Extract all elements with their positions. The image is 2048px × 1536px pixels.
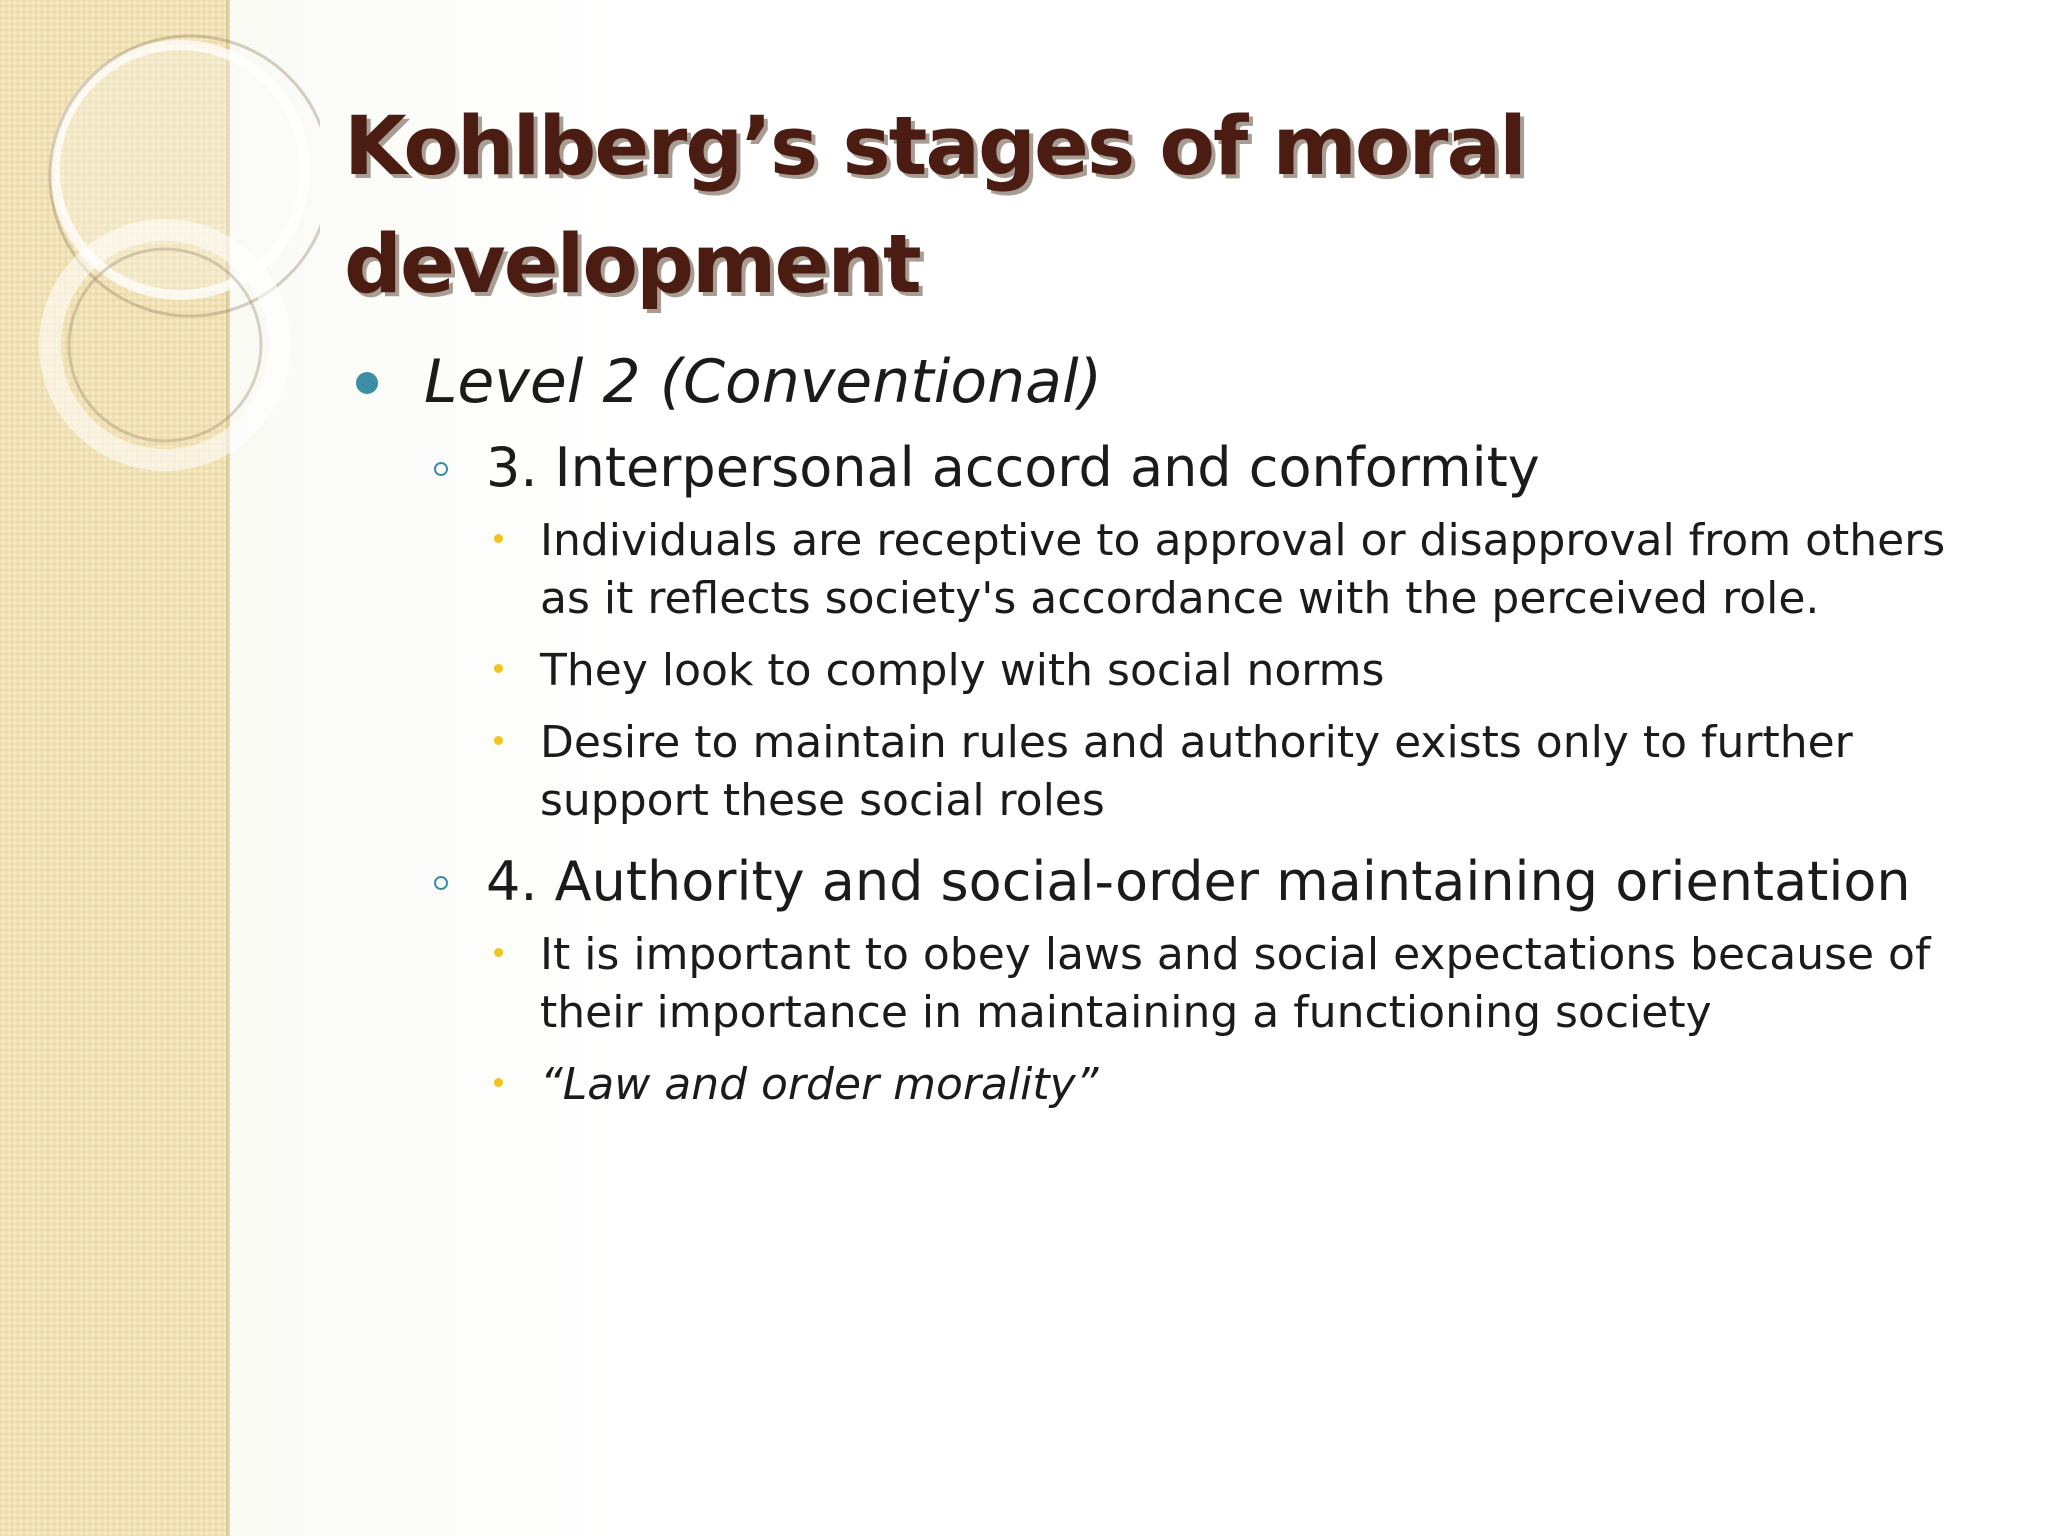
stage-point <box>352 714 1972 830</box>
yellow-dot-bullet-icon <box>494 664 503 673</box>
stage-label: 4. Authority and social-order maintaining orientation <box>486 850 1911 913</box>
stage-point-text: Desire to maintain rules and authority exists only to further support these social roles <box>540 717 1853 826</box>
stage-point <box>352 642 1972 700</box>
stage-point <box>352 1056 1972 1114</box>
slide-content <box>352 340 1972 1128</box>
decorative-rings <box>0 0 320 520</box>
stage-item <box>352 430 1972 506</box>
stage-label: 3. Interpersonal accord and conformity <box>486 436 1540 499</box>
yellow-dot-bullet-icon <box>494 534 503 543</box>
stage-point-text: They look to comply with social norms <box>540 645 1385 696</box>
stage-item <box>352 844 1972 920</box>
level-label: Level 2 (Conventional) <box>424 347 1103 417</box>
stage-point-text: It is important to obey laws and social expectations because of their importance in maintaining a functioning society <box>540 929 1931 1038</box>
yellow-dot-bullet-icon <box>494 1078 503 1087</box>
ring-bullet-icon <box>434 876 448 890</box>
slide-title: Kohlberg’s stages of moral development <box>344 100 1525 312</box>
stage-point-text: Individuals are receptive to approval or disapproval from others as it reflects society's accordance with the perceived role. <box>540 515 1946 624</box>
yellow-dot-bullet-icon <box>494 948 503 957</box>
yellow-dot-bullet-icon <box>494 736 503 745</box>
teal-dot-bullet-icon <box>356 372 378 394</box>
stage-point <box>352 512 1972 628</box>
stage-point-text: “Law and order morality” <box>540 1059 1099 1110</box>
stage-point <box>352 926 1972 1042</box>
level-bullet-item <box>352 340 1972 424</box>
ring-bullet-icon <box>434 462 448 476</box>
